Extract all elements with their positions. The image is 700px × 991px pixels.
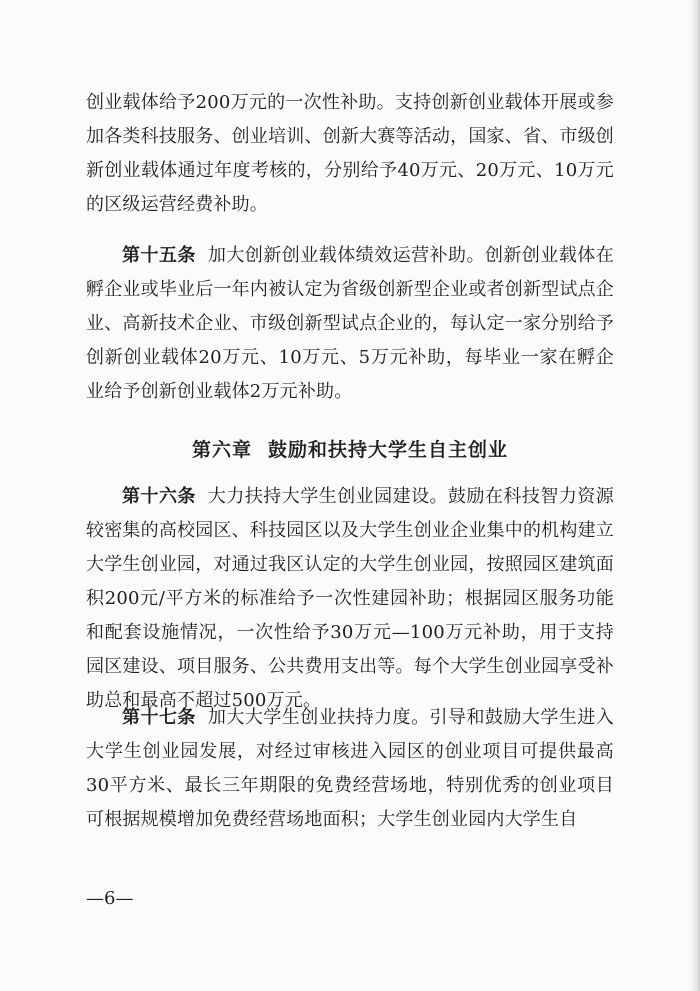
article-text: 加大创新创业载体绩效运营补助。创新创业载体在孵企业或毕业后一年内被认定为省级创新型企业或者创新型试点企业、高新技术企业、市级创新型试点企业的，每认定一家分别给予创新创业载体20万元、10万元、5万元补助，每毕业一家在孵企业给予创新创业载体2万元补助。 — [86, 245, 614, 402]
article-heading: 第十六条 — [122, 486, 196, 507]
chapter-number: 第六章 — [191, 439, 252, 461]
article-15 — [86, 239, 614, 409]
scan-edge-shadow — [690, 0, 700, 991]
article-17 — [86, 701, 614, 837]
article-text: 加大大学生创业扶持力度。引导和鼓励大学生进入大学生创业园发展，对经过审核进入园区的创业项目可提供最高30平方米、最长三年期限的免费经营场地，特别优秀的创业项目可根据规模增加免费经营场地面积；大学生创业园内大学生自 — [86, 707, 614, 830]
article-heading: 第十七条 — [122, 707, 196, 728]
article-text: 大力扶持大学生创业园建设。鼓励在科技智力资源较密集的高校园区、科技园区以及大学生创业企业集中的机构建立大学生创业园，对通过我区认定的大学生创业园，按照园区建筑面积200元/平方米的标准给予一次性建园补助；根据园区服务功能和配套设施情况，一次性给予30万元—100万元补助，用于支持园区建设、项目服务、公共费用支出等。每个大学生创业园享受补助总和最高不超过500万元。 — [86, 486, 614, 711]
paragraph-continued — [86, 86, 614, 222]
chapter-heading — [86, 433, 614, 467]
paragraph-text: 创业载体给予200万元的一次性补助。支持创新创业载体开展或参加各类科技服务、创业培训、创新大赛等活动，国家、省、市级创新创业载体通过年度考核的，分别给予40万元、20万元、10万元的区级运营经费补助。 — [86, 92, 614, 215]
article-16 — [86, 480, 614, 718]
article-heading: 第十五条 — [122, 245, 196, 266]
chapter-title: 鼓励和扶持大学生自主创业 — [268, 439, 509, 461]
page-number: —6— — [86, 888, 134, 909]
